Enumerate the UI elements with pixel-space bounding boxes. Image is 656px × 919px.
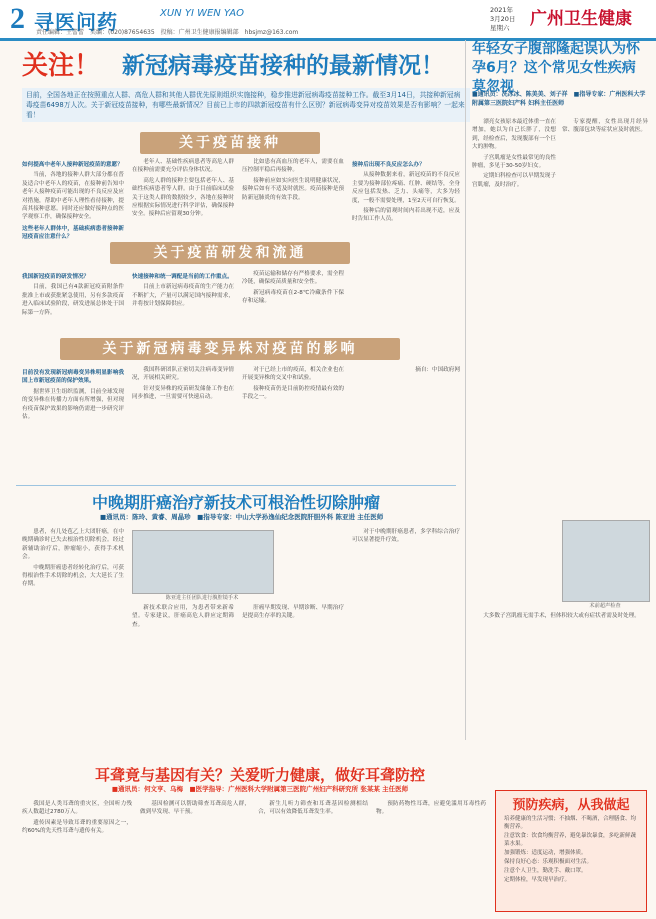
liver-article-title: 中晚期肝癌治疗新技术可根治性切除肿瘤: [16, 485, 456, 508]
list-item: 注意个人卫生，勤洗手、戴口罩。: [504, 868, 587, 874]
article-column: 疫苗运输和储存有严格要求，需全程冷链，确保疫苗质量和安全性。 新冠病毒疫苗在2-8℃冷藏条件下保存和运输。: [242, 271, 344, 305]
prevention-list: [496, 813, 646, 887]
article-column: 快速接种和统一调配是当前的工作重点。 目前上市新冠病毒疫苗的生产能力在不断扩大，产量可以满足国内接种需求，并将按计划保障供应。: [132, 274, 234, 308]
article-column: 接种后出现不良反应怎么办？ 从接种数据来看，新冠疫苗的不良反应主要为接种部位疼痛、红肿、硬结等，全身反应包括发热、乏力、头痛等，大多为轻度，一般不需要处理，1至2天可自行恢复。 接种后的留观时间内若出现不适，应及时告知工作人员。: [352, 162, 460, 223]
article-column: 预防药物性耳聋，应避免滥用耳毒性药物。: [376, 801, 486, 816]
page-number: 2: [10, 2, 25, 35]
ultrasound-photo: [562, 520, 650, 602]
list-item: 培养健康的生活习惯；不抽烟、不喝酒，合理膳食、均衡营养。: [504, 816, 637, 830]
article-column: 我国新冠疫苗的研发情况？ 目前，我国已有4款新冠疫苗附条件批准上市或获批紧急使用，另有多款疫苗进入临床试验阶段，研发进展总体处于国际第一方阵。: [22, 274, 124, 316]
article-column: 老年人、基础性疾病患者等高危人群在接种前需要充分评估身体状况。 高危人群的接种主要包括老年人、基础性疾病患者等人群。由于目前临床试验关于这类人群的数据较少，各地在接种时应根据实际情况进行科学评估，确保接种安全。接种后应留观30分钟。: [132, 159, 234, 218]
article-column: 我国科研团队正密切关注病毒变异情况，开展相关研究。 针对变异株的疫苗研发储备工作也在同步推进，一旦需要可快速启动。: [132, 367, 234, 401]
right-byline: ■通讯员：冼冰冰、陈美美、刘子祥 ■指导专家：广州医科大学附属第三医院妇产科 妇科主任医师: [472, 91, 646, 107]
prevention-box: [495, 790, 647, 912]
article-column: 对于已经上市的疫苗，相关企业也在开展变异株的交叉中和试验。 接种疫苗仍是目前防控疫情最有效的手段之一。: [242, 367, 344, 401]
headline-tag: 关注！: [22, 51, 101, 81]
prevention-title: 预防疾病，从我做起: [512, 798, 630, 813]
article-column: 患者，有几处苞乙上大团肝癌，在中晚期确诊时已失去根治性切除机会。经过新辅助治疗后，肿瘤缩小，获得手术机会。 中晚期肝癌患者经转化治疗后，可获得根治性手术切除的机会，大大延长了生存期。: [22, 529, 124, 588]
ear-byline: ■通讯员：何文亨、乌梅 ■医学指导：广州医科大学附属第三医院广州妇产科研究所 张某某 主任医师: [111, 785, 409, 793]
article-column: 比如患有高血压的老年人，需要在血压控制平稳后再接种。 接种前应如实向医生说明健康状况，接种后如有不适及时就医。疫苗接种是预防新冠肺炎的有效手段。: [242, 159, 344, 201]
page-header: [0, 0, 656, 41]
column-divider: [465, 40, 466, 740]
issue-date: 2021年 3月20日 星期六: [490, 6, 516, 32]
section-pinyin: XUN YI WEN YAO: [160, 8, 244, 19]
article-column: 新技术联合应用，为患者带来新希望。专家建议，肝癌高危人群应定期筛查。: [132, 605, 234, 628]
article-column: 摘自：中国政府网: [415, 367, 460, 373]
section-title: 寻医问药: [34, 10, 118, 34]
list-item: 定期体检，早发现早治疗。: [504, 877, 571, 883]
brand-logo: 广州卫生健康: [530, 9, 632, 28]
photo-caption: 术前超声检查: [589, 603, 621, 609]
article-column: 肝癌早期发现、早期诊断、早期治疗是提高生存率的关键。: [242, 605, 344, 620]
list-item: 加强锻炼：适度运动，增强体质。: [504, 850, 587, 856]
article-column: 我国是人类耳聋的重灾区，全国听力残疾人数超过2780万人。 遗传因素是导致耳聋的重要原因之一，约60%的先天性耳聋与遗传有关。: [22, 801, 132, 835]
list-item: 保持良好心态：乐观积极面对生活。: [504, 859, 593, 865]
article-column: 基因检测可以帮助筛查耳聋高危人群，做到早发现、早干预。: [140, 801, 250, 816]
headline-text: 新冠病毒疫苗接种的最新情况！: [122, 53, 444, 79]
article-column: 漂亮女孩原本最近体重一直在增加，她以为自己长胖了，没想到，经检查后，发现腹部有一个巨大的肿物。 子宫肌瘤是女性最常见的良性肿瘤，多见于30-50岁妇女。 定期妇科检查可以早期发现子宫肌瘤，及时治疗。: [472, 119, 556, 188]
ear-article-title: 耳聋竟与基因有关？关爱听力健康，做好耳聋防控: [94, 766, 425, 784]
lead-paragraph: 目前，全国各地正在按照重点人群、高危人群和其他人群优先原则组织实施接种，稳步推进新冠病毒疫苗接种工作。截至3月14日，共接种新冠病毒疫苗6498万人次。关于新冠疫苗接种，有哪些最新情况？目前已上市的四款新冠疫苗有什么区别？新冠病毒变异对疫苗效果是否有影响？一起来看！: [22, 88, 470, 122]
list-item: 注意饮食：饮食均衡营养，避免暴饮暴食，多吃新鲜蔬菜水果。: [504, 833, 637, 847]
article-column: 新生儿听力筛查和耳聋基因检测相结合，可以有效降低耳聋发生率。: [258, 801, 368, 816]
lead-headline: [22, 42, 462, 84]
article-column: 大多数子宫肌瘤无需手术，但体积较大或有症状者需及时处理。: [483, 613, 640, 619]
right-article-title: 年轻女子腹部隆起误认为怀孕6月？这个常见女性疾病莫忽视: [472, 41, 640, 95]
article-column: 专家提醒，女性出现月经异常、腹部包块等症状应及时就医。: [562, 119, 648, 134]
article-column: 如何提高中老年人接种新冠疫苗的意愿？ 当前，各地的接种人群大部分都在普及适合中老年人的疫苗，在接种前告知中老年人接种疫苗可能出现的不良反应及应对措施，帮助中老年人理性看待接种，提高其接种意愿。同时还应做好接种点的医学观察工作，确保接种安全。 这些老年人群体中，基础疾病患者接种新冠疫苗应注意什么？: [22, 162, 124, 241]
banner-research: 关于疫苗研发和流通: [110, 242, 350, 264]
article-column: 对于中晚期肝癌患者，多学科综合治疗可以显著提升疗效。: [352, 529, 460, 544]
liver-byline: ■通讯员：陈玲、黄睿、周晶珍 ■指导专家：中山大学孙逸仙纪念医院肝胆外科 陈亚进 主任医师: [100, 513, 384, 521]
photo-caption: 陈亚进主任团队进行腹腔镜手术: [165, 595, 239, 601]
article-column: 目前没有发现新冠病毒变异株明显影响我国上市新冠疫苗的保护效果。 据世界卫生组织监测，目前全球发现的变异株在传播力方面有所增强，但对现有疫苗保护效果的影响仍需进一步研究评估。: [22, 370, 124, 421]
banner-variant: 关于新冠病毒变异株对疫苗的影响: [60, 338, 400, 360]
banner-vaccination: 关于疫苗接种: [140, 132, 320, 154]
surgery-photo: [132, 530, 274, 594]
editor-meta: 责任编辑：王蕾蕾 美编：(020)87654635 投稿：广州卫生健康报编辑部 hbsjmz@163.com: [36, 29, 299, 36]
